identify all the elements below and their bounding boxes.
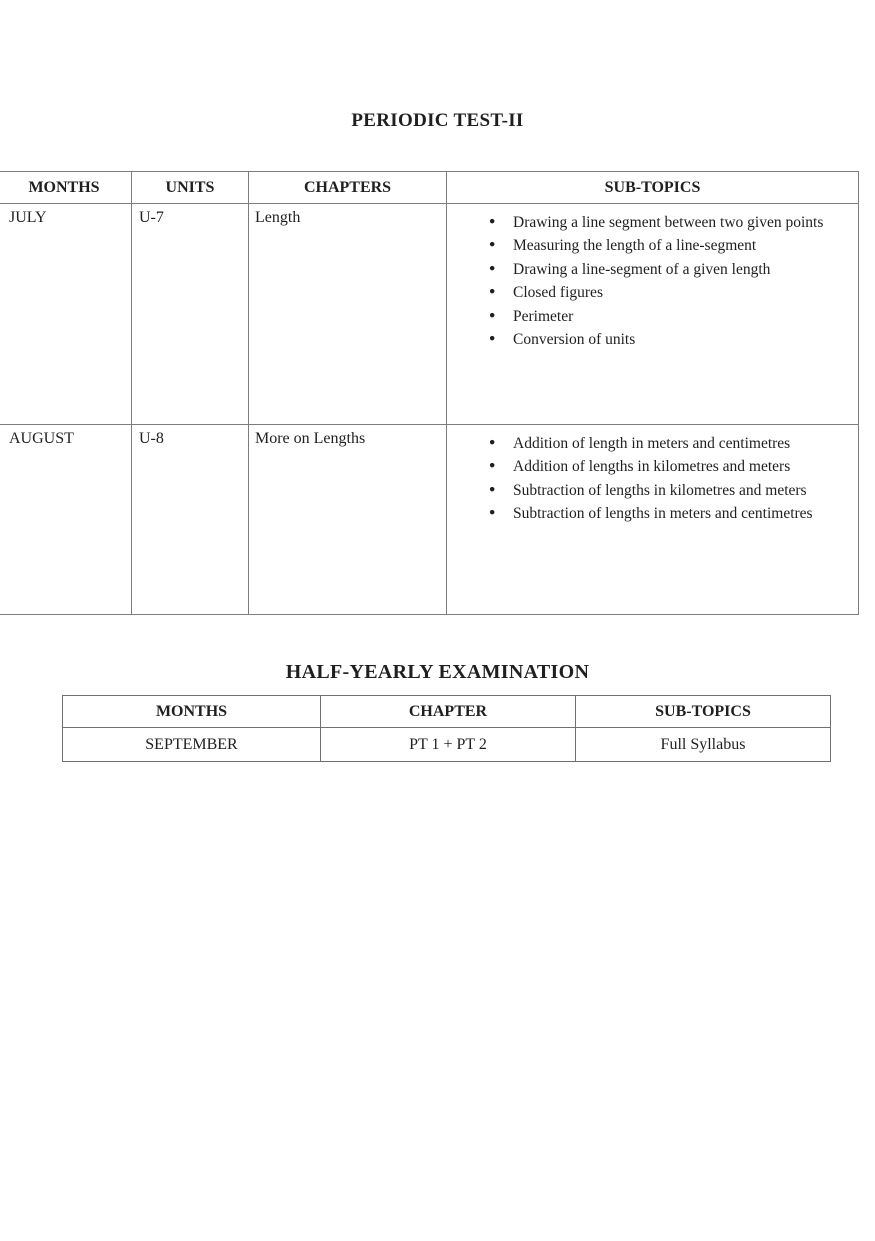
unit-cell: U-8 bbox=[132, 425, 249, 615]
half-yearly-header-months: MONTHS bbox=[63, 696, 321, 728]
periodic-test-header-months: MONTHS bbox=[0, 172, 132, 204]
half-yearly-header-subtopics: SUB-TOPICS bbox=[576, 696, 831, 728]
half-yearly-title: HALF-YEARLY EXAMINATION bbox=[285, 661, 590, 683]
half-yearly-header-chapter: CHAPTER bbox=[321, 696, 576, 728]
periodic-test-header-units: UNITS bbox=[132, 172, 249, 204]
half-yearly-header-row bbox=[63, 696, 831, 728]
periodic-test-table bbox=[0, 171, 859, 615]
subtopics-cell bbox=[447, 425, 859, 615]
month-cell: SEPTEMBER bbox=[63, 728, 321, 762]
periodic-test-header-chapters: CHAPTERS bbox=[249, 172, 447, 204]
half-yearly-table bbox=[62, 695, 831, 762]
subtopic-item: ● Perimeter bbox=[447, 305, 858, 328]
half-yearly-body bbox=[63, 728, 831, 762]
month-cell: AUGUST bbox=[0, 425, 132, 615]
periodic-test-body bbox=[0, 204, 859, 615]
subtopic-item: ● Subtraction of lengths in meters and centimetres bbox=[447, 502, 858, 525]
subtopic-item: ● Drawing a line segment between two given points bbox=[447, 211, 858, 234]
subtopic-item: ● Addition of length in meters and centimetres bbox=[447, 432, 858, 455]
subtopics-cell bbox=[447, 204, 859, 425]
subtopic-item: ● Measuring the length of a line-segment bbox=[447, 234, 858, 257]
periodic-test-title: PERIODIC TEST-II bbox=[351, 110, 524, 131]
periodic-test-header-row bbox=[0, 172, 859, 204]
subtopic-item: ● Drawing a line-segment of a given length bbox=[447, 258, 858, 281]
month-cell: JULY bbox=[0, 204, 132, 425]
subtopic-item: ● Addition of lengths in kilometres and meters bbox=[447, 455, 858, 478]
chapter-cell: PT 1 + PT 2 bbox=[321, 728, 576, 762]
subtopic-item: ● Closed figures bbox=[447, 281, 858, 304]
periodic-test-row bbox=[0, 425, 859, 615]
subtopics-cell: Full Syllabus bbox=[576, 728, 831, 762]
subtopics-list bbox=[447, 211, 858, 351]
unit-cell: U-7 bbox=[132, 204, 249, 425]
periodic-test-row bbox=[0, 204, 859, 425]
subtopic-item: ● Conversion of units bbox=[447, 328, 858, 351]
subtopics-list bbox=[447, 432, 858, 526]
subtopic-item: ● Subtraction of lengths in kilometres and meters bbox=[447, 479, 858, 502]
half-yearly-row bbox=[63, 728, 831, 762]
chapter-cell: More on Lengths bbox=[249, 425, 447, 615]
chapter-cell: Length bbox=[249, 204, 447, 425]
periodic-test-header-subtopics: SUB-TOPICS bbox=[447, 172, 859, 204]
